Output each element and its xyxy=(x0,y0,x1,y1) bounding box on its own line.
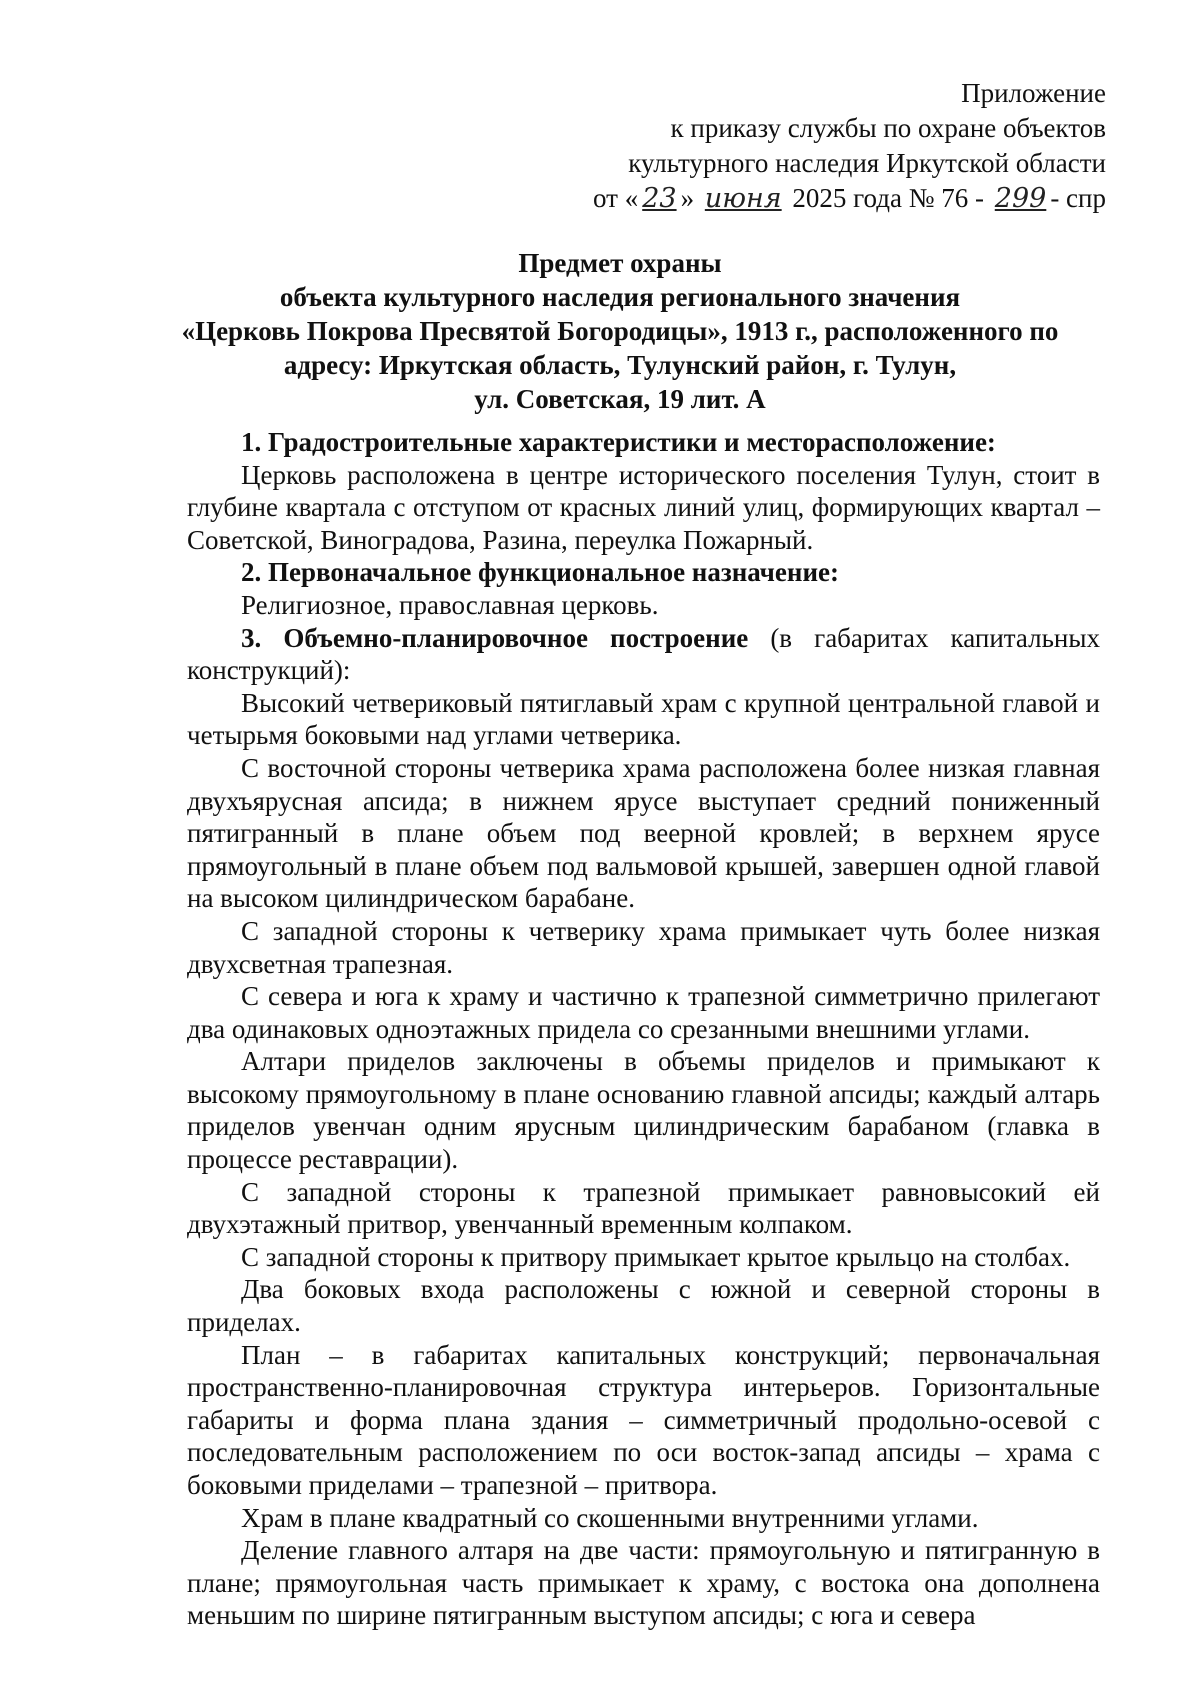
order-year-number: 2025 года № 76 - xyxy=(792,183,985,213)
section-heading xyxy=(187,622,1100,687)
appendix-line: культурного наследия Иркутской области xyxy=(628,148,1106,178)
appendix-line: Приложение xyxy=(961,78,1106,108)
paragraph: С восточной стороны четверика храма расположена более низкая главная двухъярусная апсида; в нижнем ярусе выступает средний пониженный пятигранный в плане объем под веерной кровлей; в верхнем ярусе прямоугольный в плане объем под вальмовой крышей, завершен одной главой на высоком цилиндрическом барабане. xyxy=(187,752,1100,914)
paragraph: С севера и юга к храму и частично к трапезной симметрично прилегают два одинаковых одноэтажных придела со срезанными внешними углами. xyxy=(187,981,1100,1044)
title-line: Предмет охраны xyxy=(518,248,722,278)
title-line: адресу: Иркутская область, Тулунский район, г. Тулун, xyxy=(283,350,957,380)
section-heading: 2. Первоначальное функциональное назначение: xyxy=(241,557,839,588)
paragraph: С западной стороны к четверику храма примыкает чуть более низкая двухсветная трапезная. xyxy=(187,915,1100,979)
appendix-line: к приказу службы по охране объектов xyxy=(670,113,1106,143)
paragraph: Церковь расположена в центре исторического поселения Тулун, стоит в глубине квартала с отступом от красных линий улиц, формирующих квартал – Советской, Виноградова, Разина, переулка Пожарный. xyxy=(187,459,1100,555)
handwritten-number: 299 xyxy=(994,183,1047,214)
paragraph: Алтари приделов заключены в объемы приделов и примыкают к высокому прямоугольному в плане основанию главной апсиды; каждый алтарь приделов увенчан одним ярусным цилиндрическим барабаном (главка в процессе реставрации). xyxy=(187,1046,1100,1175)
title-line: ул. Советская, 19 лит. А xyxy=(474,384,766,414)
paragraph: Религиозное, православная церковь. xyxy=(241,589,659,620)
appendix-header xyxy=(593,76,1106,216)
document-title xyxy=(150,246,1090,416)
paragraph: Деление главного алтаря на две части: прямоугольную и пятигранную в плане; прямоугольная часть примыкает к храму, с востока она дополнена меньшим по ширине пятигранным выступом апсиды; с юга и севера xyxy=(187,1535,1100,1631)
order-suffix: - спр xyxy=(1050,183,1106,213)
heading-rest: (в габаритах капитальных конструкций): xyxy=(187,622,1100,686)
handwritten-day: 23 xyxy=(642,183,677,214)
heading-bold-part: 3. Объемно-планировочное построение xyxy=(241,622,749,653)
paragraph: Два боковых входа расположены с южной и северной стороны в приделах. xyxy=(187,1274,1100,1338)
title-line: объекта культурного наследия регионального значения xyxy=(279,282,961,312)
section-heading: 1. Градостроительные характеристики и месторасположение: xyxy=(241,427,996,457)
appendix-date-line xyxy=(593,181,1106,216)
paragraph: С западной стороны к трапезной примыкает равновысокий ей двухэтажный притвор, увенчанный временным колпаком. xyxy=(187,1176,1100,1240)
handwritten-month: июня xyxy=(704,183,782,214)
paragraph: План – в габаритах капитальных конструкций; первоначальная пространственно-планировочная структура интерьеров. Горизонтальные габариты и форма плана здания – симметричный продольно-осевой с последовательным расположением по оси восток-запад апсиды – храма с боковыми приделами – трапезной – притвора. xyxy=(187,1339,1100,1500)
date-prefix: от « xyxy=(593,183,639,213)
title-line: «Церковь Покрова Пресвятой Богородицы», 1913 г., расположенного по xyxy=(181,316,1059,346)
date-quote: » xyxy=(680,183,695,213)
paragraph: С западной стороны к притвору примыкает крытое крыльцо на столбах. xyxy=(241,1241,1071,1272)
document-body xyxy=(187,426,1100,1632)
paragraph: Храм в плане квадратный со скошенными внутренними углами. xyxy=(241,1502,979,1533)
paragraph: Высокий четвериковый пятиглавый храм с крупной центральной главой и четырьмя боковыми над углами четверика. xyxy=(187,687,1100,751)
